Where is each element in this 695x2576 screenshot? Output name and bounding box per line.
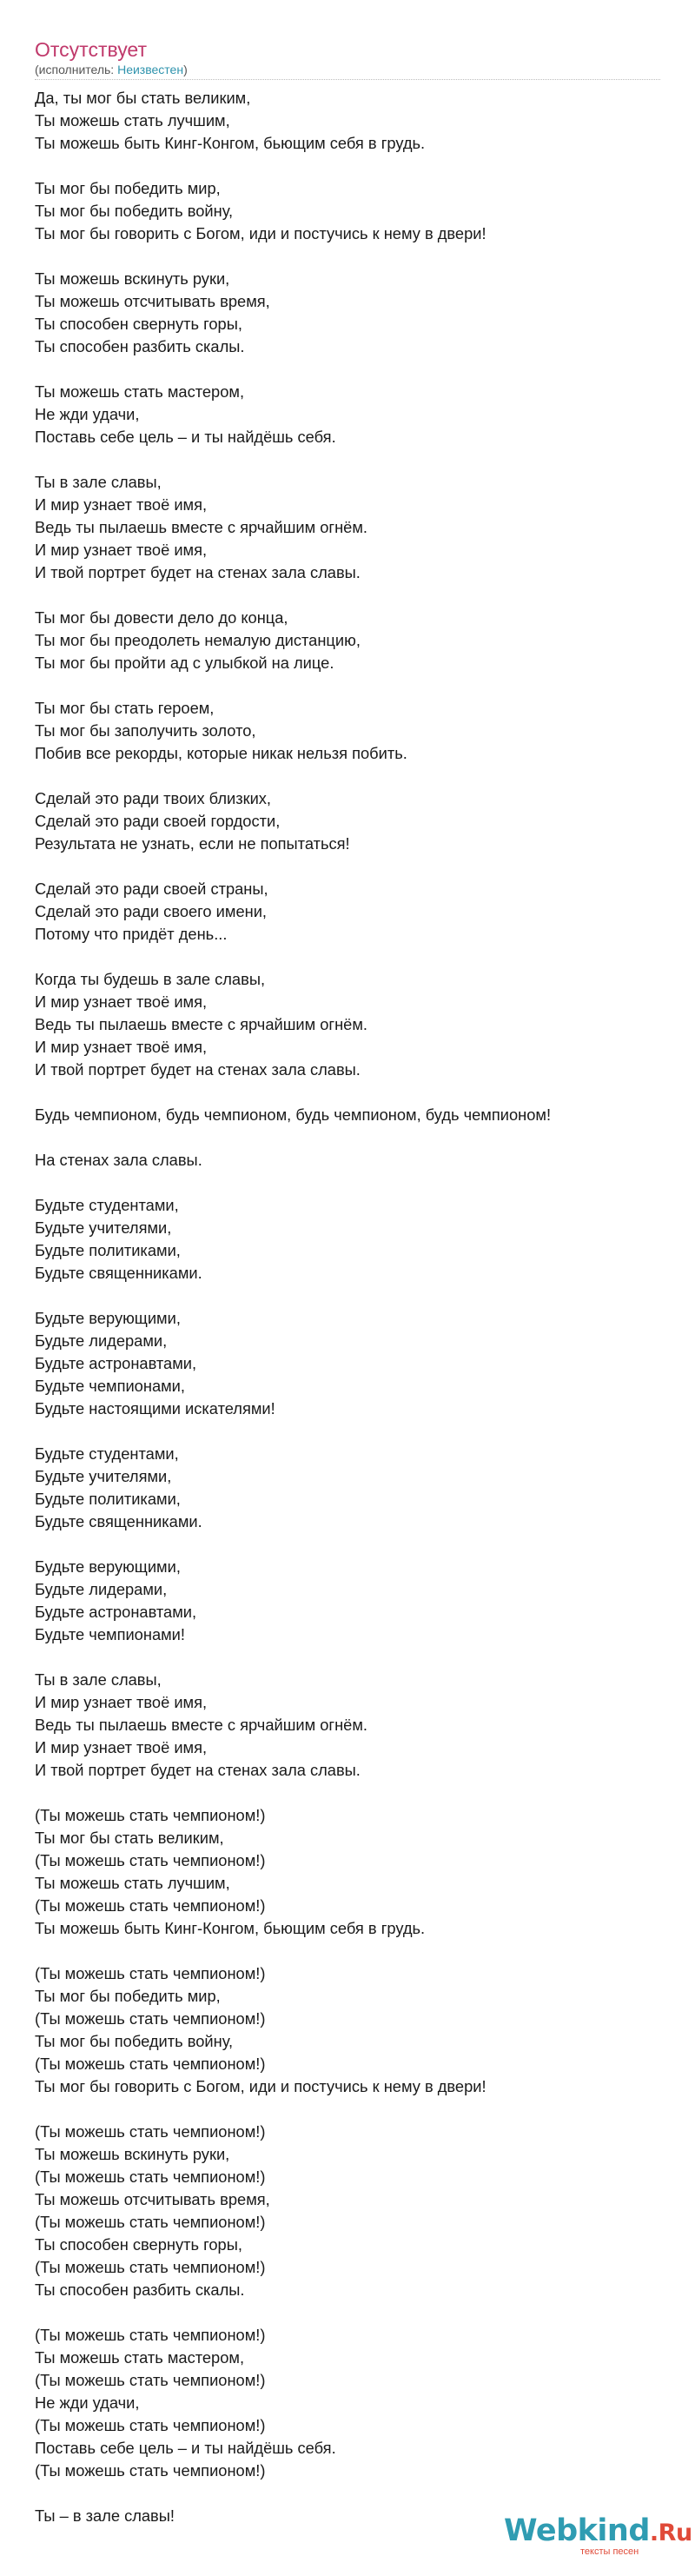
lyrics-line: Ведь ты пылаешь вместе с ярчайшим огнём. (35, 1716, 367, 1734)
lyrics-line: Будьте студентами, (35, 1444, 179, 1463)
lyrics-line: (Ты можешь стать чемпионом!) (35, 2258, 266, 2276)
lyrics-line: Ты можешь стать мастером, (35, 382, 245, 401)
lyrics-line: Будьте чемпионами, (35, 1377, 185, 1395)
lyrics-stanza (35, 1194, 660, 1285)
lyrics-line: Ты мог бы довести дело до конца, (35, 608, 288, 627)
lyrics-stanza (35, 1669, 660, 1782)
lyrics-line: Ты мог бы говорить с Богом, иди и постучись к нему в двери! (35, 2077, 486, 2095)
lyrics-line: Ты можешь вскинуть руки, (35, 269, 230, 288)
lyrics-stanza (35, 1149, 660, 1172)
lyrics-line: Ты мог бы заполучить золото, (35, 721, 256, 740)
lyrics-line: Ты можешь вскинуть руки, (35, 2145, 230, 2163)
lyrics-line: Ты способен свернуть горы, (35, 315, 242, 333)
lyrics-stanza (35, 87, 660, 155)
lyrics-line: И мир узнает твоё имя, (35, 993, 208, 1011)
byline-prefix: (исполнитель: (35, 63, 118, 76)
song-title: Отсутствует (35, 38, 147, 61)
lyrics-stanza (35, 787, 660, 855)
lyrics-line: Ты мог бы стать героем, (35, 699, 215, 717)
lyrics-line: Ты мог бы победить мир, (35, 1987, 221, 2005)
lyrics-line: Ты способен разбить скалы. (35, 337, 245, 355)
lyrics-line: Будьте верующими, (35, 1309, 181, 1327)
lyrics-line: Потому что придёт день... (35, 925, 228, 943)
lyrics-line: Будьте астронавтами, (35, 1603, 197, 1621)
lyrics-line: (Ты можешь стать чемпионом!) (35, 1964, 266, 1982)
lyrics-line: Будьте политиками, (35, 1490, 181, 1508)
lyrics-line: Результата не узнать, если не попытаться! (35, 834, 350, 853)
lyrics-line: Ты мог бы пройти ад с улыбкой на лице. (35, 654, 334, 672)
lyrics-line: Будьте чемпионами! (35, 1625, 185, 1643)
lyrics-line: И твой портрет будет на стенах зала славы. (35, 1060, 361, 1079)
lyrics-stanza (35, 1804, 660, 1940)
lyrics-line: Будьте лидерами, (35, 1331, 168, 1350)
lyrics-line: Ты способен разбить скалы. (35, 2281, 245, 2299)
lyrics-stanza (35, 1104, 660, 1126)
lyrics-line: (Ты можешь стать чемпионом!) (35, 2371, 266, 2389)
lyrics-stanza (35, 878, 660, 946)
byline-suffix: ) (183, 63, 188, 76)
lyrics-line: (Ты можешь стать чемпионом!) (35, 2168, 266, 2186)
site-logo[interactable] (504, 2512, 692, 2564)
lyrics-line: Ты можешь стать лучшим, (35, 111, 230, 129)
lyrics-line: И мир узнает твоё имя, (35, 495, 208, 514)
lyrics-line: Ты мог бы стать великим, (35, 1829, 224, 1847)
lyrics-line: Ты мог бы победить мир, (35, 179, 221, 197)
lyrics-line: (Ты можешь стать чемпионом!) (35, 2326, 266, 2344)
lyrics-line: Будьте священниками. (35, 1512, 202, 1530)
lyrics-line: Будьте лидерами, (35, 1580, 168, 1598)
lyrics-stanza (35, 2324, 660, 2482)
lyrics-line: Ты в зале славы, (35, 1670, 162, 1689)
lyrics-line: Поставь себе цель – и ты найдёшь себя. (35, 428, 336, 446)
lyrics-line: И мир узнает твоё имя, (35, 1038, 208, 1056)
lyrics-line: И мир узнает твоё имя, (35, 1693, 208, 1711)
lyrics-line: Ты можешь стать мастером, (35, 2348, 245, 2367)
lyrics-stanza (35, 1556, 660, 1646)
lyrics-line: Сделай это ради твоих близких, (35, 789, 272, 807)
lyrics-line: Ты можешь стать лучшим, (35, 1874, 230, 1892)
logo-kind: kind (577, 2513, 650, 2548)
lyrics-line: Будьте верующими, (35, 1557, 181, 1576)
logo-web: Web (504, 2513, 578, 2548)
lyrics-body (35, 87, 660, 2550)
lyrics-line: (Ты можешь стать чемпионом!) (35, 1896, 266, 1915)
lyrics-line: (Ты можешь стать чемпионом!) (35, 2009, 266, 2028)
lyrics-line: Будьте священниками. (35, 1264, 202, 1282)
lyrics-stanza (35, 2121, 660, 2301)
lyrics-line: Когда ты будешь в зале славы, (35, 970, 266, 988)
lyrics-line: Ты можешь отсчитывать время, (35, 292, 270, 310)
lyrics-line: (Ты можешь стать чемпионом!) (35, 2055, 266, 2073)
lyrics-line: И твой портрет будет на стенах зала славы. (35, 563, 361, 581)
lyrics-line: Поставь себе цель – и ты найдёшь себя. (35, 2439, 336, 2457)
lyrics-line: Будь чемпионом, будь чемпионом, будь чемпионом, будь чемпионом! (35, 1105, 552, 1124)
lyrics-stanza (35, 471, 660, 584)
lyrics-line: Сделай это ради своей страны, (35, 880, 268, 898)
lyrics-line: Ты можешь отсчитывать время, (35, 2190, 270, 2208)
artist-link[interactable]: Неизвестен (117, 63, 184, 76)
lyrics-line: Не жди удачи, (35, 2393, 140, 2412)
logo-tagline: тексты песен (580, 2546, 639, 2557)
lyrics-line: Будьте учителями, (35, 1467, 172, 1485)
lyrics-line: Будьте настоящими искателями! (35, 1399, 275, 1417)
lyrics-line: (Ты можешь стать чемпионом!) (35, 2213, 266, 2231)
lyrics-line: Будьте студентами, (35, 1196, 179, 1214)
lyrics-line: Будьте политиками, (35, 1241, 181, 1259)
lyrics-line: Ты мог бы преодолеть немалую дистанцию, (35, 631, 361, 649)
lyrics-line: На стенах зала славы. (35, 1151, 202, 1169)
lyrics-line: Сделай это ради своей гордости, (35, 812, 281, 830)
header-divider (35, 79, 660, 80)
lyrics-line: (Ты можешь стать чемпионом!) (35, 2416, 266, 2434)
lyrics-line: Ты мог бы говорить с Богом, иди и постучись к нему в двери! (35, 224, 486, 242)
lyrics-line: Ты можешь быть Кинг-Конгом, бьющим себя в грудь. (35, 1919, 426, 1937)
lyrics-line: Ты в зале славы, (35, 473, 162, 491)
lyrics-stanza (35, 1962, 660, 2098)
lyrics-line: (Ты можешь стать чемпионом!) (35, 2461, 266, 2480)
lyrics-stanza (35, 968, 660, 1081)
lyrics-line: Ты способен свернуть горы, (35, 2235, 242, 2254)
lyrics-line: Да, ты мог бы стать великим, (35, 89, 251, 107)
lyrics-line: И мир узнает твоё имя, (35, 1738, 208, 1756)
lyrics-stanza (35, 697, 660, 765)
lyrics-line: И мир узнает твоё имя, (35, 541, 208, 559)
lyrics-line: Не жди удачи, (35, 405, 140, 423)
lyrics-line: Ты – в зале славы! (35, 2506, 175, 2525)
lyrics-line: Сделай это ради своего имени, (35, 902, 268, 920)
lyrics-line: Ведь ты пылаешь вместе с ярчайшим огнём. (35, 518, 367, 536)
lyrics-line: Будьте учителями, (35, 1218, 172, 1237)
lyrics-stanza (35, 607, 660, 674)
lyrics-line: (Ты можешь стать чемпионом!) (35, 2122, 266, 2141)
lyrics-line: Ты можешь быть Кинг-Конгом, бьющим себя в грудь. (35, 134, 426, 152)
logo-ru: .Ru (649, 2520, 692, 2546)
lyrics-stanza (35, 177, 660, 245)
lyrics-line: Ты мог бы победить войну, (35, 2032, 234, 2050)
lyrics-stanza (35, 1443, 660, 1533)
lyrics-line: Будьте астронавтами, (35, 1354, 197, 1372)
lyrics-line: (Ты можешь стать чемпионом!) (35, 1851, 266, 1869)
lyrics-stanza (35, 268, 660, 358)
artist-byline (35, 63, 188, 76)
lyrics-line: Ведь ты пылаешь вместе с ярчайшим огнём. (35, 1015, 367, 1033)
lyrics-line: Ты мог бы победить войну, (35, 202, 234, 220)
lyrics-line: Побив все рекорды, которые никак нельзя побить. (35, 744, 407, 762)
lyrics-stanza (35, 1307, 660, 1420)
lyrics-line: И твой портрет будет на стенах зала славы. (35, 1761, 361, 1779)
lyrics-line: (Ты можешь стать чемпионом!) (35, 1806, 266, 1824)
lyrics-stanza (35, 381, 660, 448)
